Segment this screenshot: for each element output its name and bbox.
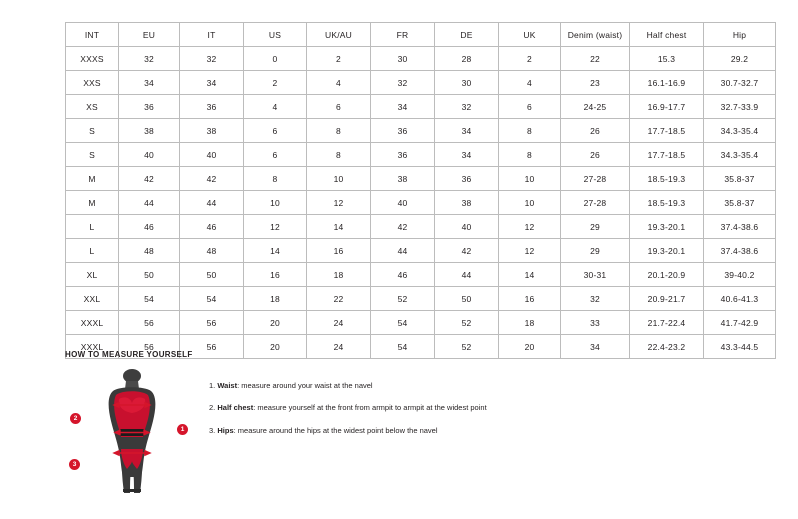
table-cell: 27-28 (561, 191, 630, 215)
table-cell: 42 (180, 167, 244, 191)
table-cell: 46 (180, 215, 244, 239)
table-cell: 34 (119, 71, 180, 95)
column-header: UK/AU (307, 23, 371, 47)
measure-instruction-waist (209, 381, 487, 390)
table-cell: 21.7-22.4 (630, 311, 704, 335)
table-cell: 19.3-20.1 (630, 239, 704, 263)
table-cell: 56 (119, 335, 180, 359)
table-cell: 48 (119, 239, 180, 263)
table-cell: 29 (561, 215, 630, 239)
instruction-term: Hips (217, 425, 234, 435)
table-cell: 24 (307, 311, 371, 335)
table-row (66, 143, 776, 167)
table-cell: 44 (119, 191, 180, 215)
table-cell: 28 (435, 47, 499, 71)
column-header: IT (180, 23, 244, 47)
table-cell: 34.3-35.4 (704, 143, 776, 167)
table-header-row (66, 23, 776, 47)
table-cell: 4 (307, 71, 371, 95)
table-cell: 6 (244, 143, 307, 167)
table-cell: 35.8-37 (704, 167, 776, 191)
how-to-measure-body (65, 369, 765, 494)
table-cell: 54 (180, 287, 244, 311)
table-cell: 0 (244, 47, 307, 71)
instruction-term: Waist (217, 381, 238, 390)
how-to-measure-title: HOW TO MEASURE YOURSELF (65, 350, 193, 359)
table-cell: 23 (561, 71, 630, 95)
table-cell: 32 (561, 287, 630, 311)
table-cell: 16.1-16.9 (630, 71, 704, 95)
table-cell: 40 (180, 143, 244, 167)
measure-badge-half-chest: 2 (70, 413, 81, 424)
table-cell: 56 (180, 335, 244, 359)
table-cell: 14 (244, 239, 307, 263)
table-cell: 22 (561, 47, 630, 71)
table-row (66, 191, 776, 215)
table-cell: S (66, 119, 119, 143)
table-cell: XXXS (66, 47, 119, 71)
table-cell: 12 (499, 239, 561, 263)
table-cell: 16 (499, 287, 561, 311)
measure-instruction-half-chest (209, 403, 487, 412)
table-cell: XL (66, 263, 119, 287)
table-row (66, 311, 776, 335)
measure-instruction-hips (209, 426, 487, 435)
table-row (66, 119, 776, 143)
table-cell: 52 (435, 335, 499, 359)
table-cell: 34 (561, 335, 630, 359)
table-cell: 36 (180, 95, 244, 119)
table-cell: L (66, 215, 119, 239)
table-cell: 22.4-23.2 (630, 335, 704, 359)
table-cell: 42 (435, 239, 499, 263)
table-cell: 43.3-44.5 (704, 335, 776, 359)
table-row (66, 215, 776, 239)
table-cell: 18 (244, 287, 307, 311)
table-cell: 30.7-32.7 (704, 71, 776, 95)
table-cell: 32 (435, 95, 499, 119)
table-cell: 32.7-33.9 (704, 95, 776, 119)
table-cell: 18 (499, 311, 561, 335)
table-cell: 44 (371, 239, 435, 263)
table-cell: 16.9-17.7 (630, 95, 704, 119)
table-cell: 12 (307, 191, 371, 215)
table-cell: 37.4-38.6 (704, 239, 776, 263)
mannequin-figure (65, 369, 195, 494)
table-cell: L (66, 239, 119, 263)
table-cell: 40 (435, 215, 499, 239)
table-cell: 8 (307, 119, 371, 143)
table-cell: 34 (180, 71, 244, 95)
table-cell: 10 (499, 167, 561, 191)
how-to-measure-section (65, 350, 765, 494)
measure-badge-hips: 3 (69, 459, 80, 470)
instruction-number: 1. (209, 381, 216, 390)
table-cell: 20 (499, 335, 561, 359)
table-cell: 15.3 (630, 47, 704, 71)
table-cell: M (66, 167, 119, 191)
table-cell: 27-28 (561, 167, 630, 191)
table-cell: 34 (435, 119, 499, 143)
table-cell: 4 (244, 95, 307, 119)
table-cell: 44 (435, 263, 499, 287)
table-cell: 8 (499, 143, 561, 167)
table-cell: 26 (561, 119, 630, 143)
table-cell: 54 (371, 335, 435, 359)
table-cell: 56 (119, 311, 180, 335)
table-cell: 8 (244, 167, 307, 191)
table-cell: 12 (244, 215, 307, 239)
table-cell: 44 (180, 191, 244, 215)
table-cell: 26 (561, 143, 630, 167)
table-row (66, 167, 776, 191)
table-cell: 32 (180, 47, 244, 71)
table-cell: 32 (119, 47, 180, 71)
table-cell: 36 (371, 143, 435, 167)
table-cell: 50 (435, 287, 499, 311)
table-cell: 40 (119, 143, 180, 167)
table-cell: 46 (119, 215, 180, 239)
table-cell: 20 (244, 335, 307, 359)
table-cell: 20.1-20.9 (630, 263, 704, 287)
column-header: Half chest (630, 23, 704, 47)
table-cell: 34 (435, 143, 499, 167)
table-cell: 10 (307, 167, 371, 191)
table-cell: 18 (307, 263, 371, 287)
table-cell: M (66, 191, 119, 215)
table-cell: 38 (180, 119, 244, 143)
instruction-number: 2. (209, 403, 216, 413)
table-row (66, 239, 776, 263)
table-cell: 34 (371, 95, 435, 119)
table-cell: S (66, 143, 119, 167)
mannequin-illustration (93, 369, 171, 494)
instruction-text: : measure yourself at the front from armpit to armpit at the widest point (253, 403, 487, 413)
table-cell: 52 (371, 287, 435, 311)
table-row (66, 71, 776, 95)
table-cell: 29 (561, 239, 630, 263)
table-cell: 30 (435, 71, 499, 95)
table-cell: 37.4-38.6 (704, 215, 776, 239)
column-header: EU (119, 23, 180, 47)
table-cell: 10 (499, 191, 561, 215)
table-cell: 2 (307, 47, 371, 71)
column-header: Hip (704, 23, 776, 47)
column-header: DE (435, 23, 499, 47)
table-cell: 17.7-18.5 (630, 119, 704, 143)
table-cell: 46 (371, 263, 435, 287)
table-cell: 8 (499, 119, 561, 143)
table-cell: 42 (119, 167, 180, 191)
column-header: INT (66, 23, 119, 47)
measure-instructions-list (209, 369, 487, 448)
column-header: Denim (waist) (561, 23, 630, 47)
table-cell: 50 (180, 263, 244, 287)
table-cell: 17.7-18.5 (630, 143, 704, 167)
measure-badge-waist: 1 (177, 424, 188, 435)
table-cell: 20.9-21.7 (630, 287, 704, 311)
size-chart-container (65, 22, 759, 359)
table-cell: 52 (435, 311, 499, 335)
table-row (66, 95, 776, 119)
table-cell: 56 (180, 311, 244, 335)
table-cell: 36 (435, 167, 499, 191)
table-cell: 6 (307, 95, 371, 119)
instruction-text: : measure around your waist at the navel (237, 381, 373, 390)
table-cell: 48 (180, 239, 244, 263)
table-cell: 8 (307, 143, 371, 167)
table-cell: 29.2 (704, 47, 776, 71)
table-cell: 30 (371, 47, 435, 71)
table-cell: 14 (307, 215, 371, 239)
table-cell: 33 (561, 311, 630, 335)
table-cell: 22 (307, 287, 371, 311)
instruction-text: : measure around the hips at the widest point below the navel (233, 425, 438, 435)
table-row (66, 47, 776, 71)
table-cell: 54 (371, 311, 435, 335)
table-cell: 54 (119, 287, 180, 311)
table-cell: 36 (371, 119, 435, 143)
table-cell: 40 (371, 191, 435, 215)
table-cell: 4 (499, 71, 561, 95)
table-cell: 19.3-20.1 (630, 215, 704, 239)
table-cell: XS (66, 95, 119, 119)
instruction-term: Half chest (217, 403, 254, 413)
table-cell: 6 (499, 95, 561, 119)
table-cell: 24-25 (561, 95, 630, 119)
table-cell: 20 (244, 311, 307, 335)
table-cell: 32 (371, 71, 435, 95)
table-cell: XXXL (66, 311, 119, 335)
table-row (66, 263, 776, 287)
table-cell: 18.5-19.3 (630, 191, 704, 215)
table-cell: 40.6-41.3 (704, 287, 776, 311)
table-cell: 38 (119, 119, 180, 143)
table-cell: XXXL (66, 335, 119, 359)
size-chart-table (65, 22, 776, 359)
table-cell: 35.8-37 (704, 191, 776, 215)
table-cell: 36 (119, 95, 180, 119)
column-header: FR (371, 23, 435, 47)
table-row (66, 287, 776, 311)
table-cell: 14 (499, 263, 561, 287)
column-header: UK (499, 23, 561, 47)
table-cell: 38 (371, 167, 435, 191)
table-cell: 42 (371, 215, 435, 239)
instruction-number: 3. (209, 425, 216, 435)
table-cell: 16 (244, 263, 307, 287)
table-cell: 34.3-35.4 (704, 119, 776, 143)
table-cell: XXL (66, 287, 119, 311)
table-cell: 39-40.2 (704, 263, 776, 287)
table-cell: 50 (119, 263, 180, 287)
column-header: US (244, 23, 307, 47)
table-cell: 10 (244, 191, 307, 215)
table-cell: 2 (244, 71, 307, 95)
table-cell: XXS (66, 71, 119, 95)
table-cell: 12 (499, 215, 561, 239)
table-cell: 2 (499, 47, 561, 71)
table-cell: 16 (307, 239, 371, 263)
table-cell: 6 (244, 119, 307, 143)
table-cell: 24 (307, 335, 371, 359)
table-cell: 18.5-19.3 (630, 167, 704, 191)
table-cell: 30-31 (561, 263, 630, 287)
table-cell: 38 (435, 191, 499, 215)
table-cell: 41.7-42.9 (704, 311, 776, 335)
